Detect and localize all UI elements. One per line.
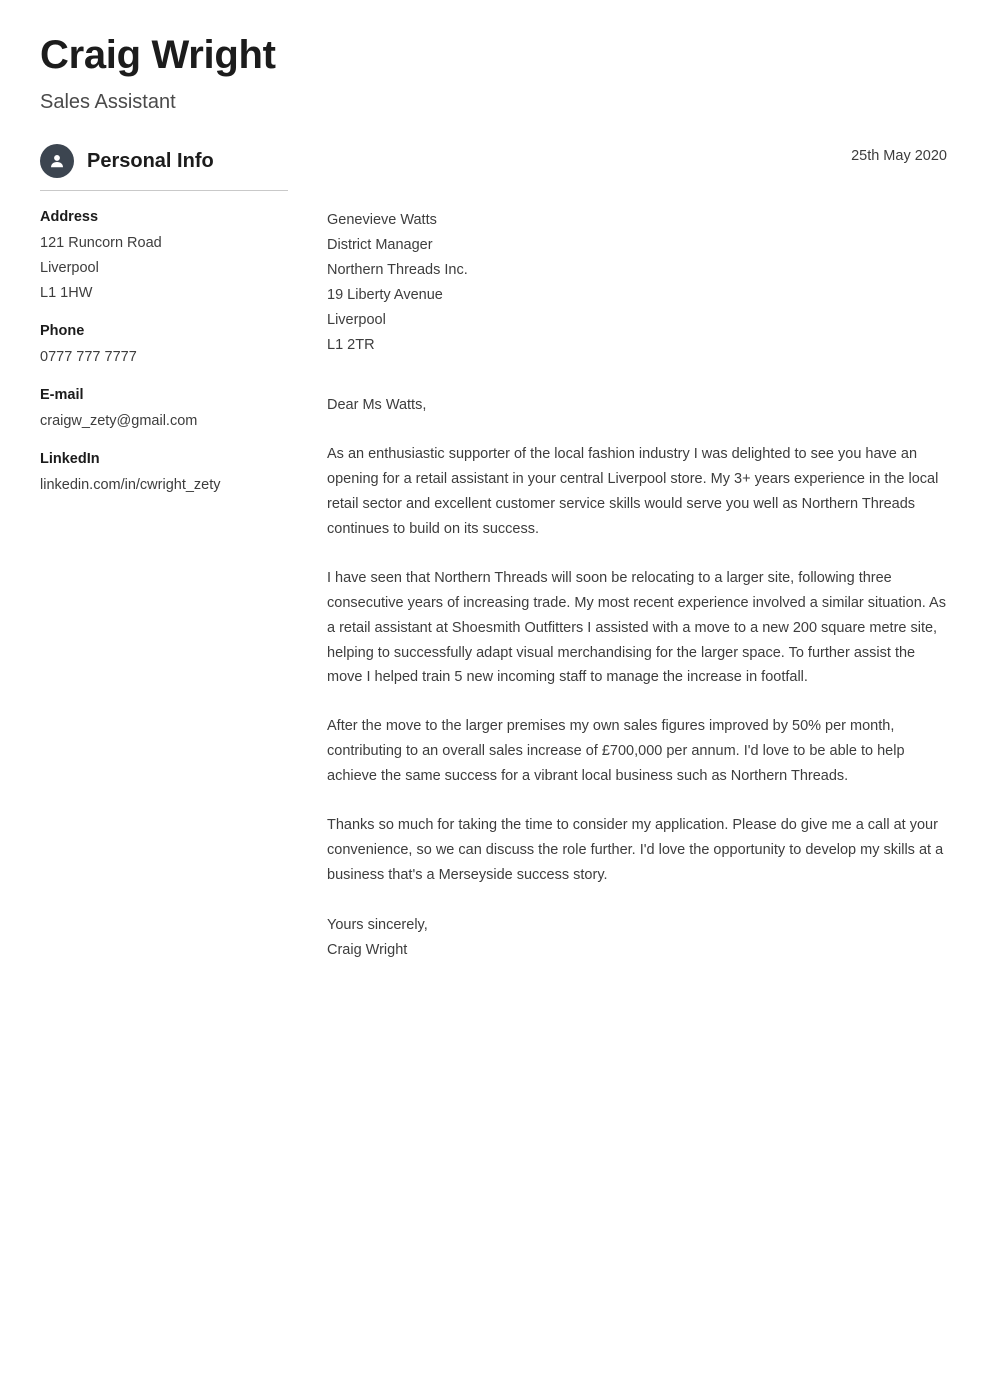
contact-group-linkedin xyxy=(40,451,288,498)
contact-label: E-mail xyxy=(40,386,84,403)
contact-group-address xyxy=(40,209,288,306)
contact-label: LinkedIn xyxy=(40,450,100,467)
user-avatar-icon xyxy=(40,144,74,178)
section-title: Personal Info xyxy=(87,150,214,172)
contact-value: 0777 777 7777 xyxy=(40,348,137,365)
letter-paragraph: I have seen that Northern Threads will soon be relocating to a larger site, following three consecutive years of increasing trade. My most recent experience involved a similar situation. As a retail assistant at Shoesmith Outfitters I assisted with a move to a new 200 square metre site, helping to successfully adapt visual merchandising for the larger space. To further assist the move I helped train 5 new incoming staff to manage the increase in footfall. xyxy=(327,569,946,686)
recipient-line: 19 Liberty Avenue xyxy=(327,286,443,303)
page-left-accent xyxy=(0,0,6,1400)
letter-signoff xyxy=(327,913,949,963)
contact-group-phone xyxy=(40,323,288,370)
recipient-line: District Manager xyxy=(327,236,433,253)
letter-body xyxy=(327,393,949,963)
recipient-line: Liverpool xyxy=(327,311,386,328)
salutation: Dear Ms Watts, xyxy=(327,397,427,413)
letter-paragraph: As an enthusiastic supporter of the local fashion industry I was delighted to see you have an opening for a retail assistant in your central Liverpool store. My 3+ years experience in the local retail sector and excellent customer service skills would serve you well as Northern Threads continues to build on its success. xyxy=(327,445,939,537)
letter-paragraph: Thanks so much for taking the time to consider my application. Please do give me a call at your convenience, so we can discuss the role further. I'd love the opportunity to develop my skills at a business that's a Merseyside success story. xyxy=(327,817,944,884)
signoff-text: Yours sincerely, xyxy=(327,917,428,933)
personal-info-sidebar xyxy=(40,144,288,498)
contact-value: L1 1HW xyxy=(40,284,93,301)
recipient-line: Northern Threads Inc. xyxy=(327,261,468,278)
contact-value: 121 Runcorn Road xyxy=(40,235,162,251)
contact-label: Phone xyxy=(40,322,85,339)
contact-value-linkedin[interactable]: linkedin.com/in/cwright_zety xyxy=(40,476,221,493)
contact-value-email[interactable]: craigw_zety@gmail.com xyxy=(40,412,198,429)
letter-date: 25th May 2020 xyxy=(851,148,947,164)
letter-paragraph: After the move to the larger premises my own sales figures improved by 50% per month, contributing to an overall sales increase of £700,000 per annum. I'd love to be able to help achieve the same success for a vibrant local business such as Northern Threads. xyxy=(327,718,905,785)
document-header xyxy=(40,32,640,114)
contact-group-email xyxy=(40,387,288,434)
contact-details xyxy=(40,209,288,498)
recipient-line: L1 2TR xyxy=(327,336,375,353)
contact-value: Liverpool xyxy=(40,259,99,276)
personal-info-heading xyxy=(40,144,288,191)
signature-name: Craig Wright xyxy=(327,941,408,958)
job-title: Sales Assistant xyxy=(40,91,176,113)
contact-label: Address xyxy=(40,209,99,225)
recipient-address-block xyxy=(327,208,827,358)
recipient-line: Genevieve Watts xyxy=(327,212,437,228)
page-title: Craig Wright xyxy=(40,33,276,77)
